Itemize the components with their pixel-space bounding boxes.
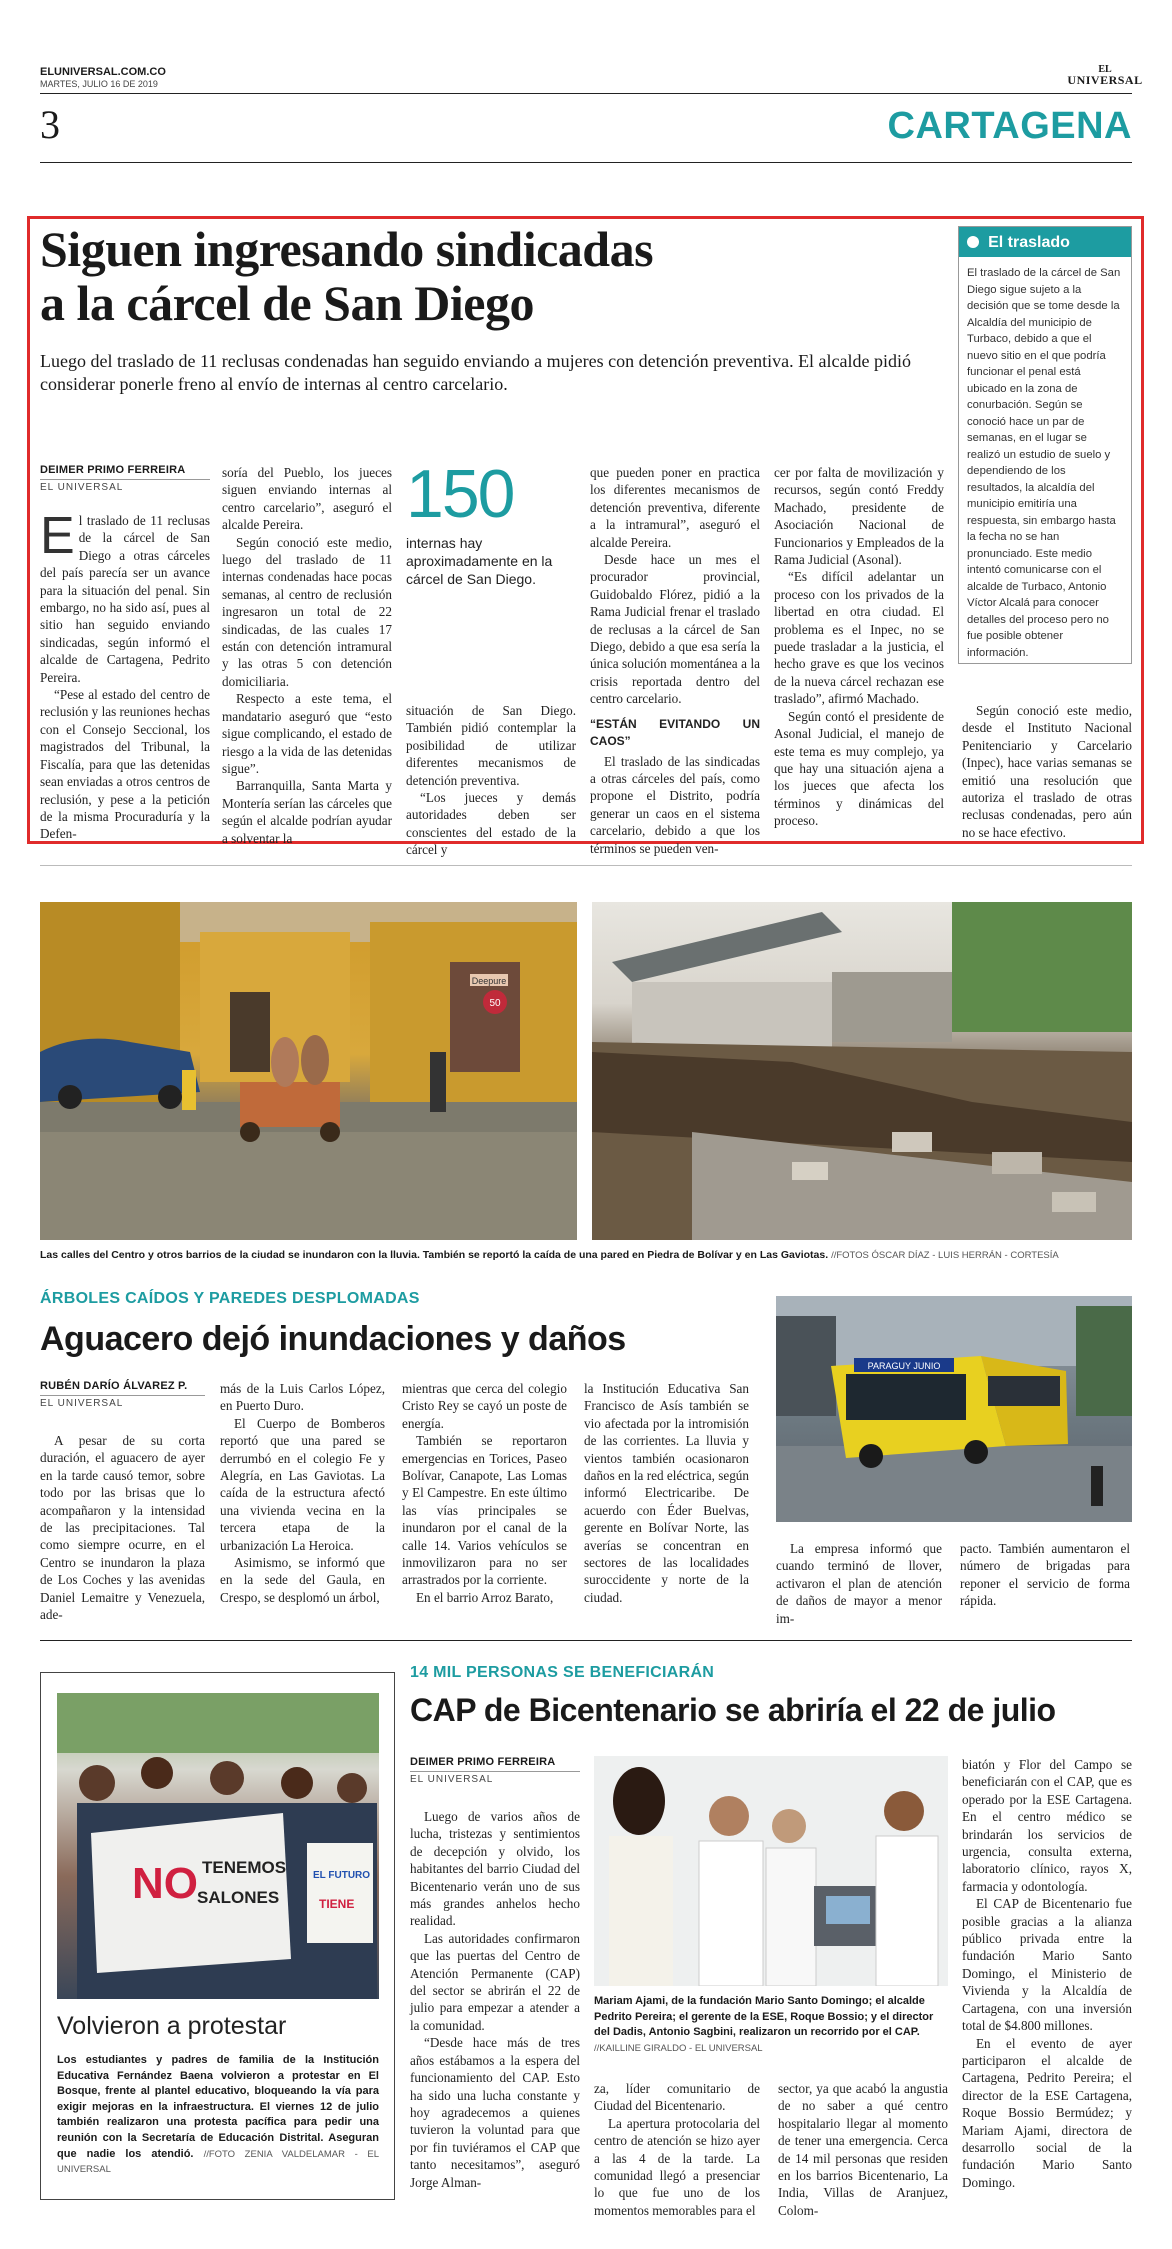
issue-date: MARTES, JULIO 16 DE 2019 [40,79,158,89]
divider-1 [40,865,1132,866]
sale-sign: 50 [489,998,501,1009]
flooded-street-illustration [40,902,577,1240]
a3-col4-p3: En el evento de ayer participaron el alcalde de Cartagena, Pedrito Pereira; el director de la ESE Cartagena, Roque Bossio Bermúdez; y Mariam Ajami, directora de desarrollo social de la fundación Mario Santo Domingo. [962,2035,1132,2190]
article2-col4 [584,1380,749,1606]
cap-visit-illustration [594,1756,948,1986]
sidebar-title: El traslado [988,234,1070,251]
article3-kicker: 14 MIL PERSONAS SE BENEFICIARÁN [410,1664,715,1681]
article2-col5 [776,1540,942,1627]
article1-col4 [590,464,760,857]
article3-col4 [962,1756,1132,2191]
headline-line2: a la cárcel de San Diego [40,275,534,331]
a2-col3-p2: También se reportaron emergencias en Torices, Paseo Bolívar, Canapote, Las Lomas y El Campestre. En este último las vías principales se inundaron por el canal de la calle 14. Varios vehículos se inmovilizaron para no ser arrastrados por la corriente. [402,1433,567,1588]
col2-p3: Respecto a este tema, el mandatario aseguró que “esto sigue complicando, el estado de riesgo a la vida de las detenidas sigue”. [222,691,392,776]
caption-text: Las calles del Centro y otros barrios de la ciudad se inundaron con la lluvia. También se reportó la caída de una pared en Piedra de Bolívar y en Las Gaviotas. [40,1249,829,1261]
stat-box [406,458,576,588]
col5-p1: cer por falta de movilización y recursos, según contó Freddy Machado, presidente de Asociación Nacional de Funcionarios y Empleados de la Rama Judicial (Asonal). [774,465,944,568]
article1-col5 [774,464,944,830]
article3-col3 [778,2080,948,2219]
sidebar-box [958,226,1132,664]
byline-org: EL UNIVERSAL [40,479,210,493]
col2-p2: Según conoció este medio, luego del traslado de 11 internas condenadas hace pocas semanas, al centro de reclusión ingresaron un total de 22 sindicadas, de las cuales 17 están con detención intramural y las otras 5 con detención domiciliaria. [222,534,392,689]
protest-box [40,1672,395,2200]
article3-byline [410,1756,580,1785]
article2-col6 [960,1540,1130,1610]
headline-line1: Siguen ingresando sindicadas [40,221,654,277]
col2-p1: soría del Pueblo, los jueces siguen enviando internas al centro carcelario”, aseguró el alcalde Pereira. [222,465,392,533]
col5-p3: Según contó el presidente de Asonal Judicial, el manejo de este tema es muy complejo, ya que hay una situación ajena a los jueces que afecta los términos y dinámicas del proceso. [774,708,944,829]
a2-col2-p3: Asimismo, se informó que en la sede del Gaula, en Crespo, se desplomó un árbol, [220,1555,385,1605]
caption-credit: //FOTOS ÓSCAR DÍAZ - LUIS HERRÁN - CORTESÍA [831,1250,1059,1261]
a2-col6-p1: pacto. También aumentaron el número de brigadas para reponer el servicio de forma rápida. [960,1541,1130,1609]
sign-futuro: EL FUTURO [313,1870,371,1881]
bus-illustration [776,1296,1132,1522]
cap-photo-caption [594,1994,948,2056]
col1-p2: “Pese al estado del centro de reclusión y las reuniones hechas con el Consejo Seccional, los magistrados del Tribunal, la Fiscalía, para que las detenidas sean enviadas a otros centros de reclusión, y pese a la petición de la misma Procuraduría y la Defen- [40,687,210,842]
protest-title: Volvieron a protestar [57,2012,287,2040]
a3-col2-p2: La apertura protocolaria del centro de atención se hizo ayer a las 4 de la tarde. La comunidad llegó a presenciar lo que fue uno de los momentos memorables para el [594,2115,760,2218]
article1-col3 [406,702,576,859]
article2-col1 [40,1432,205,1623]
page-number: 3 [40,102,60,147]
col3-p2: “Los jueces y demás autoridades deben ser conscientes del estado de la cárcel y [406,790,576,858]
masthead-logo [1065,64,1145,86]
sign-no: NO [132,1859,198,1908]
sign-salones: SALONES [197,1888,280,1907]
article2-kicker: ÁRBOLES CAÍDOS Y PAREDES DESPLOMADAS [40,1290,420,1307]
sidebar-text: El traslado de la cárcel de San Diego sigue sujeto a la decisión que se tome desde la Alcaldía del municipio de Turbaco, debido a que el nuevo sitio en el que podría funcionar el penal está ubicado en la zona de conurbación. Según se conoció hace un par de semanas, en el lugar se realizó un estudio de suelo y dependiendo de los resultados, la alcaldía del municipio emitiría una respuesta, sin embargo hasta la fecha no se han pronunciado. Este medio intentó comunicarse con el alcalde de Turbaco, Antonio Víctor Alcalá para conocer detalles del proceso pero no fue posible obtener información. [967,267,1121,659]
a2-col5-p1: La empresa informó que cuando terminó de llover, activaron el plan de atención de daños de mayor a menor im- [776,1541,942,1626]
article2-byline [40,1380,205,1409]
article1-deck: Luego del traslado de 11 reclusas condenadas han seguido enviando a mujeres con detención preventiva. El alcalde pidió considerar ponerle freno al envío de internas al centro carcelario. [40,351,912,394]
col2-p4: Barranquilla, Santa Marta y Montería serían las cárceles que según el alcalde podrían ayudar a solventar la [222,778,392,846]
article1-headline [40,222,940,330]
article2-col2 [220,1380,385,1606]
col6-p1: Según conoció este medio, desde el Instituto Nacional Penitenciario y Carcelario (Inpec), hace varias semanas se emitió una resolución que autoriza el traslado de otras reclusas condenadas, pero aún no se hace efectivo. [962,703,1132,840]
a3-col3-p1: sector, ya que acabó la angustia de no saber a qué centro hospitalario llegar al momento de tener una emergencia. Cerca de 14 mil personas que residen en los barrios Bicentenario, La India, Villas de Aranjuez, Colom- [778,2081,948,2218]
byline-name: DEIMER PRIMO FERREIRA [40,464,186,476]
col4-subhead: “ESTÁN EVITANDO UN CAOS” [590,716,760,749]
collapsed-wall-photo [592,902,1132,1240]
a3-col1-p1: Luego de varios años de lucha, tristezas y sentimientos de decepción y olvido, los habitantes del barrio Ciudad del Bicentenario verán uno de sus más grandes anhelos hecho realidad. [410,1809,580,1929]
store-sign: Deepure [471,976,507,986]
byline-name: DEIMER PRIMO FERREIRA [410,1756,556,1768]
flooded-street-photo [40,902,577,1240]
logo-bottom: UNIVERSAL [1067,73,1143,87]
article1-col2 [222,464,392,847]
sign-tiene: TIENE [319,1897,355,1911]
col4-p2: Desde hace un mes el procurador provincial, Guidobaldo Flórez, pidió a la Rama Judicial frenar el traslado de reclusas a la cárcel de San Diego, debido a que esa sería la única solución momentánea a la crisis reportada dentro del centro carcelario. [590,552,760,707]
protest-caption [57,2053,379,2178]
masthead-rule [40,93,1132,94]
a3-col1-p2: Las autoridades confirmaron que las puertas del Centro de Atención Permanente (CAP) del sector se abrirán el 22 de julio para empezar a atender a la comunidad. [410,1930,580,2033]
protest-credit: //FOTO ZENIA VALDELAMAR - EL UNIVERSAL [57,2148,379,2176]
a3-col2-p1: za, líder comunitario de Ciudad del Bicentenario. [594,2081,760,2114]
article2-col3 [402,1380,567,1606]
col1-text: l traslado de 11 reclusas de la cárcel de San Diego a otras cárceles del país parecía ser un avance para la situación del penal. Sin embargo, no ha sido así, pues al sitio han seguido enviando sindicadas, según informó el alcalde de Cartagena, Pedrito Pereira. [40,513,210,685]
section-title: CARTAGENA [887,105,1132,147]
divider-2 [40,1640,1132,1641]
cap-caption-credit: //KAILLINE GIRALDO - EL UNIVERSAL [594,2042,763,2054]
sign-tenemos: TENEMOS [202,1858,287,1877]
article3-col2 [594,2080,760,2219]
section-rule [40,162,1132,163]
article3-col1 [410,1808,580,2191]
article1-col6 [962,702,1132,841]
protest-photo [57,1693,379,1999]
a3-col4-p2: El CAP de Bicentenario fue posible gracias a la alianza público privada entre la fundación Mario Santo Domingo, el Ministerio de Vivienda y la Alcaldía de Cartagena, con una inversión total de $4.800 millones. [962,1896,1132,2034]
article2-headline: Aguacero dejó inundaciones y daños [40,1320,626,1358]
stat-text: internas hay aproximadamente en la cárcel de San Diego. [406,535,553,587]
col3-p1: situación de San Diego. También pidió contemplar la posibilidad de utilizar diferentes mecanismos de detención preventiva. [406,703,576,788]
bullet-icon [967,236,979,248]
protest-caption-text: Los estudiantes y padres de familia de la Institución Educativa Fernández Baena volvieron a protestar en El Bosque, frente al plantel educativo, bloqueando la vía para exigir mejoras en la infraestructura. El viernes 12 de julio también realizaron una protesta pacífica para pedir una reunión con la Secretaría de Educación Distrital. Aseguran que nadie los atendió. [57,2054,379,2160]
cap-visit-photo [594,1756,948,1986]
a2-col3-p3: En el barrio Arroz Barato, [416,1589,554,1605]
a2-col2-p1: más de la Luis Carlos López, en Puerto Duro. [220,1381,385,1414]
a3-col1-p3: “Desde hace más de tres años estábamos a la espera del funcionamiento del CAP. Esto ha sido una lucha constante y hoy agradecemos a quienes tuvieron la voluntad para que por fin tuviéramos el CAP que tanto necesitamos”, aseguró Jorge Alman- [410,2035,580,2190]
col5-p2: “Es difícil adelantar un proceso con los privados de la libertad en otra ciudad. El problema es el Inpec, no se puede trasladar a la justicia, el hecho grave es que los vecinos de la nueva cárcel rechazan ese traslado”, afirmó Machado. [774,569,944,707]
logo-top: EL [1098,64,1112,75]
bus-photo [776,1296,1132,1522]
article3-headline: CAP de Bicentenario se abriría el 22 de julio [410,1692,1056,1728]
cap-caption-text: Mariam Ajami, de la fundación Mario Santo Domingo; el alcalde Pedrito Pereira; el gerente de la ESE, Roque Bossio; y el director del Dadis, Antonio Sagbini, realizaron un recorrido por el CAP. [594,1995,934,2038]
byline-org: EL UNIVERSAL [40,1395,205,1409]
site-url[interactable]: ELUNIVERSAL.COM.CO [40,66,166,78]
dropcap: E [40,507,75,565]
a3-col4-p1: biatón y Flor del Campo se beneficiarán con el CAP, que es operado por la ESE Cartagena. En el centro médico se brindarán los servicios de urgencia, consulta externa, laboratorio clínico, rayos X, farmacia y odontología. [962,1757,1132,1894]
article1-col1 [40,507,210,843]
a2-col4-p1: la Institución Educativa San Francisco de Asís también se vio afectada por la intromisión de las corrientes. La lluvia y vientos también ocasionaron daños en la red eléctrica, según informó Electricaribe. De acuerdo con Éder Buelvas, gerente en Bolívar Norte, las averías se concentran en sectores de las localidades suroccidente y norte de la ciudad. [584,1381,749,1605]
photos1-caption [40,1248,1132,1263]
article1-byline [40,464,210,493]
bus-sign: PARAGUY JUNIO [867,1361,941,1371]
sidebar-header [959,227,1131,257]
byline-org: EL UNIVERSAL [410,1771,580,1785]
col4-p3: El traslado de las sindicadas a otras cárceles del país, como propone el Distrito, podría generar un caos en el sistema carcelario, debido a que los términos se pueden ven- [590,753,760,856]
byline-name: RUBÉN DARÍO ÁLVAREZ P. [40,1380,188,1392]
a2-col3-p1: mientras que cerca del colegio Cristo Rey se cayó un poste de energía. [402,1381,567,1431]
col4-p1: que pueden poner en practica los diferentes mecanismos de detención preventiva, diferente a la intramural”, aseguró el alcalde Pereira. [590,465,760,550]
a2-col1: A pesar de su corta duración, el aguacero de ayer en la tarde causó temor, sobre todo por las brisas que lo acompañaron y la intensidad de las precipitaciones. Tal como siempre ocurre, en el Centro se inundaron la plaza de Los Coches y las avenidas Daniel Lemaitre y Venezuela, ade- [40,1433,205,1623]
collapsed-wall-illustration [592,902,1132,1240]
a2-col2-p2: El Cuerpo de Bomberos reportó que una pared se derrumbó en el colegio Fe y Alegría, en Las Gaviotas. La caída de la estructura afectó una vivienda vecina en la tercera etapa de la urbanización La Heroica. [220,1415,385,1553]
protest-illustration [57,1693,379,1999]
stat-number: 150 [406,456,514,532]
